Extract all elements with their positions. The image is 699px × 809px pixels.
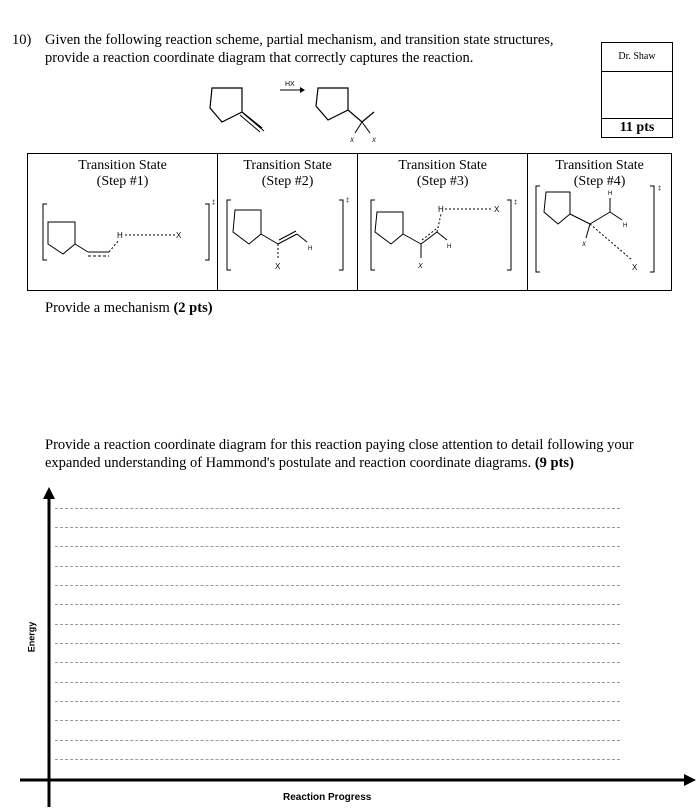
- product-cyclopentane-icon: [316, 88, 348, 120]
- mechanism-points: (2 pts): [173, 300, 213, 316]
- ts-3-structure-icon: [363, 194, 523, 274]
- grade-box: [601, 42, 673, 138]
- energy-axis-arrow-icon: [43, 487, 55, 499]
- diagram-prompt-text: expanded understanding of Hammond's postulate and reaction coordinate diagrams.: [45, 455, 535, 471]
- mechanism-answer-area[interactable]: [45, 320, 665, 430]
- ts-step: (Step #3): [416, 174, 469, 189]
- question-line-2: provide a reaction coordinate diagram that correctly captures the reaction.: [45, 50, 474, 66]
- svg-text:‡: ‡: [211, 200, 215, 206]
- ts-step: (Step #2): [261, 174, 314, 189]
- reaction-scheme: [200, 70, 400, 165]
- svg-text:H: H: [622, 223, 627, 229]
- progress-axis-arrow-icon: [684, 774, 696, 786]
- score-field[interactable]: [602, 72, 672, 119]
- transition-state-table: [27, 153, 672, 291]
- diagram-prompt-line-1: Provide a reaction coordinate diagram for this reaction paying close attention to detail following your: [45, 437, 634, 453]
- instructor-name: Dr. Shaw: [602, 43, 672, 72]
- ts-step-1: [28, 154, 218, 291]
- svg-text:H: H: [437, 205, 444, 214]
- points-label: 11 pts: [619, 120, 655, 135]
- ts-1-structure-icon: [33, 194, 213, 270]
- ts-title: Transition State: [78, 158, 167, 173]
- reactant-cyclopentane-icon: [210, 88, 242, 122]
- svg-text:X: X: [493, 205, 500, 214]
- svg-text:H: H: [116, 231, 123, 240]
- progress-axis-label: Reaction Progress: [283, 792, 372, 803]
- mechanism-prompt: [45, 300, 213, 317]
- ts-step-3: [358, 154, 528, 291]
- energy-axis-label: Energy: [26, 621, 37, 653]
- mechanism-prompt-text: Provide a mechanism: [45, 300, 174, 316]
- svg-text:‡: ‡: [657, 186, 661, 192]
- question-line-1: Given the following reaction scheme, partial mechanism, and transition state structures,: [45, 32, 554, 48]
- svg-text:X: X: [631, 263, 637, 272]
- ts-2-structure-icon: [223, 194, 353, 274]
- reaction-coordinate-axes: [0, 485, 699, 809]
- svg-text:X: X: [417, 263, 423, 270]
- svg-text:X: X: [372, 138, 377, 144]
- ts-step: (Step #1): [96, 174, 149, 189]
- svg-text:H: H: [307, 246, 312, 252]
- ts-title: Transition State: [243, 158, 332, 173]
- ts-step-4: [528, 154, 672, 291]
- svg-text:X: X: [350, 138, 355, 144]
- ts-step: (Step #4): [573, 174, 626, 189]
- svg-text:H: H: [607, 191, 612, 197]
- svg-text:‡: ‡: [345, 198, 349, 204]
- ts-title: Transition State: [398, 158, 487, 173]
- question-number: 10): [12, 32, 32, 48]
- svg-text:X: X: [175, 231, 181, 240]
- ts-step-2: [218, 154, 358, 291]
- diagram-points: (9 pts): [534, 455, 574, 471]
- svg-text:X: X: [274, 262, 280, 271]
- svg-text:H: H: [446, 244, 452, 250]
- svg-text:‡: ‡: [513, 200, 518, 206]
- ts-title: Transition State: [555, 158, 644, 173]
- diagram-prompt-line-2: [45, 455, 574, 472]
- ts-4-structure-icon: [532, 182, 668, 274]
- reagent-label: HX: [285, 81, 295, 88]
- svg-text:X: X: [581, 242, 586, 248]
